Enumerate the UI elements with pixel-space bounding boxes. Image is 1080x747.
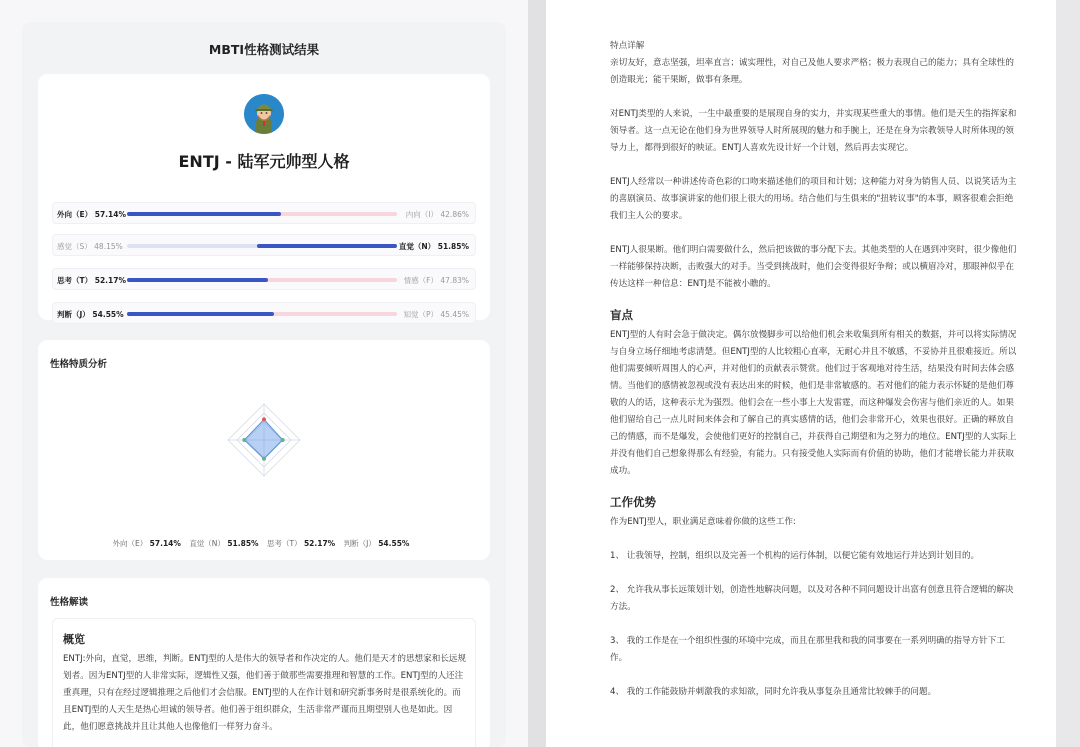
paragraph: ENTJ人很果断。他们明白需要做什么，然后把该做的事分配下去。其他类型的人在遇到冲突时，很少像他们一样能够保持决断，击败强大的对手。当受到挑战时，他们会变得很好争辩；或以横眉冷对，那眼神似乎在传达这样一种信息：ENTJ是不能被小瞧的。 [610,245,1017,289]
legend-value: 54.55% [378,539,410,548]
trait-bar-fill [127,312,274,316]
paragraph: 对ENTJ类型的人来说，一生中最重要的是展现自身的实力，并实现某些重大的事情。他们是天生的指挥家和领导者。这一点无论在他们身为世界领导人时所展现的魅力和手腕上，还是在身为宗教领导人时所体现的领导力上，都得到很好的映证。ENTJ人喜欢先设计好一个计划，然后再去实现它。 [610,109,1017,153]
interpretation-card [38,578,490,747]
personality-type-title: ENTJ - 陆军元帅型人格 [178,152,350,171]
detail-column [610,38,1020,718]
legend-value: 51.85% [227,539,259,548]
trait-bar [127,212,397,216]
trait-left-label: 思考（T） 52.17% [57,276,126,285]
radar-chart [224,400,304,480]
trait-left-label: 感觉（S） 48.15% [57,242,123,251]
work-intro: 作为ENTJ型人，职业满足意味着你做的这些工作: [610,517,796,527]
legend-label: 外向（E） [112,539,148,548]
work-strength-heading: 工作优势 [610,495,656,509]
trait-bar [127,244,397,248]
trait-bar-fill [127,278,268,282]
trait-left-label: 外向（E） 57.14% [57,210,126,219]
trait-row [52,202,476,224]
trait-right-label: 情感（F） 47.83% [403,276,469,285]
overview-text: ENTJ:外向，直觉，思维，判断。ENTJ型的人是伟大的领导者和作决定的人。他们是天才的思想家和长远规划者。因为ENTJ型的人非常实际，逻辑性又强，他们善于做那些需要推理和智慧的工作。ENTJ型的人还注重真理，只有在经过逻辑推理之后他们才会信服。ENTJ型的人在作计划和研究新事务时是很系统化的。而且ENTJ型的人天生是热心坦诚的领导者。他们善于组织群众，生活非常严谨而且期望别人也是如此。因此，他们愿意挑战并且让其他人也像他们一样努力奋斗。 [63,654,467,732]
trait-analysis-card [38,340,490,560]
radar-point-t [262,457,266,461]
overview-section [52,618,476,747]
avatar [244,94,284,134]
trait-right-label: 内向（I） 42.86% [405,210,469,219]
radar-point-n [281,438,285,442]
legend-value: 52.17% [303,539,336,548]
blind-spot-heading: 盲点 [610,308,633,322]
legend-label: 直觉（N） [189,539,225,548]
legend-label: 判断（J） [343,539,376,548]
analysis-heading: 性格特质分析 [50,359,108,370]
work-item: 4、 我的工作能鼓励并刺激我的求知欲，同时允许我从事复杂且通常比较棘手的问题。 [610,687,937,697]
feature-text: 亲切友好，意志坚强，坦率直言；诚实理性，对自己及他人要求严格；极力表现自己的能力；具有全球性的创造眼光；能干果断，做事有条理。 [610,58,1014,85]
paragraph: ENTJ人经常以一种讲述传奇色彩的口吻来描述他们的项目和计划；这种能力对身为销售人员、以说笑话为主的喜剧演员、故事演讲家的他们很上很大的用场。结合他们与生俱来的"扭转议事"的本事，顾客很难会拒绝我们主人公的要求。 [610,177,1017,221]
trait-bar-fill [127,212,281,216]
page-title: MBTI性格测试结果 [208,42,320,57]
trait-right-label: 知觉（P） 45.45% [403,310,469,319]
trait-bar-fill [257,244,397,248]
left-page [0,0,528,747]
soldier-avatar-icon [244,94,284,134]
radar-legend [38,538,490,549]
trait-row [52,268,476,290]
radar-point-j [242,438,246,442]
legend-label: 思考（T） [266,539,302,548]
trait-left-label: 判断（J） 54.55% [57,310,124,319]
trait-bar [127,312,397,316]
legend-value: 57.14% [149,539,181,548]
trait-bar [127,278,397,282]
result-panel [22,22,506,747]
work-item: 1、 让我领导，控制，组织以及完善一个机构的运行体制，以便它能有效地运行并达到计划目的。 [610,551,980,561]
feature-label: 特点详解 [610,41,645,51]
overview-heading: 概览 [63,633,85,646]
trait-row [52,302,476,324]
result-card [38,74,490,320]
page-divider [528,0,546,747]
trait-right-label: 直觉（N） 51.85% [398,242,469,251]
work-item: 2、 允许我从事长远策划计划，创造性地解决问题，以及对各种不同问题设计出富有创意且符合逻辑的解决方法。 [610,585,1014,612]
trait-row [52,234,476,256]
radar-point-e [262,417,266,421]
interpretation-heading: 性格解读 [50,597,89,608]
work-item: 3、 我的工作是在一个组织性强的环境中完成，而且在那里我和我的同事要在一系列明确的指导方针下工作。 [610,636,1005,663]
blind-spot-text: ENTJ型的人有时会急于做决定。偶尔放慢脚步可以给他们机会来收集到所有相关的数据，并可以将实际情况与自身立场仔细地考虑清楚。但ENTJ型的人比较粗心直率，无耐心并且不敏感，不妥协并且很难接近。所以他们需要倾听周围人的心声，并对他们的贡献表示赞赏。他们过于客观地对待生活，结果没有时间去体会感情。当他们的感情被忽视或没有表达出来的时候，他们是非常敏感的。若对他们的能力表示怀疑的是他们尊敬的人的话，这种表示尤为强烈。他们会在一些小事上大发雷霆，而这种爆发会伤害与他们亲近的人。如果他们留给自己一点儿时间来体会和了解自己的真实感情的话，他们会非常开心，效果也很好。正确的释放自己的情感，而不是爆发，会使他们更好的控制自己，并获得自己期望和为之努力的地位。ENTJ型的人实际上并没有他们自己想象得那么有经验，有能力。只有接受他人实际而有价值的协助，他们才能增长能力并获取成功。 [610,330,1017,476]
right-page [546,0,1056,747]
